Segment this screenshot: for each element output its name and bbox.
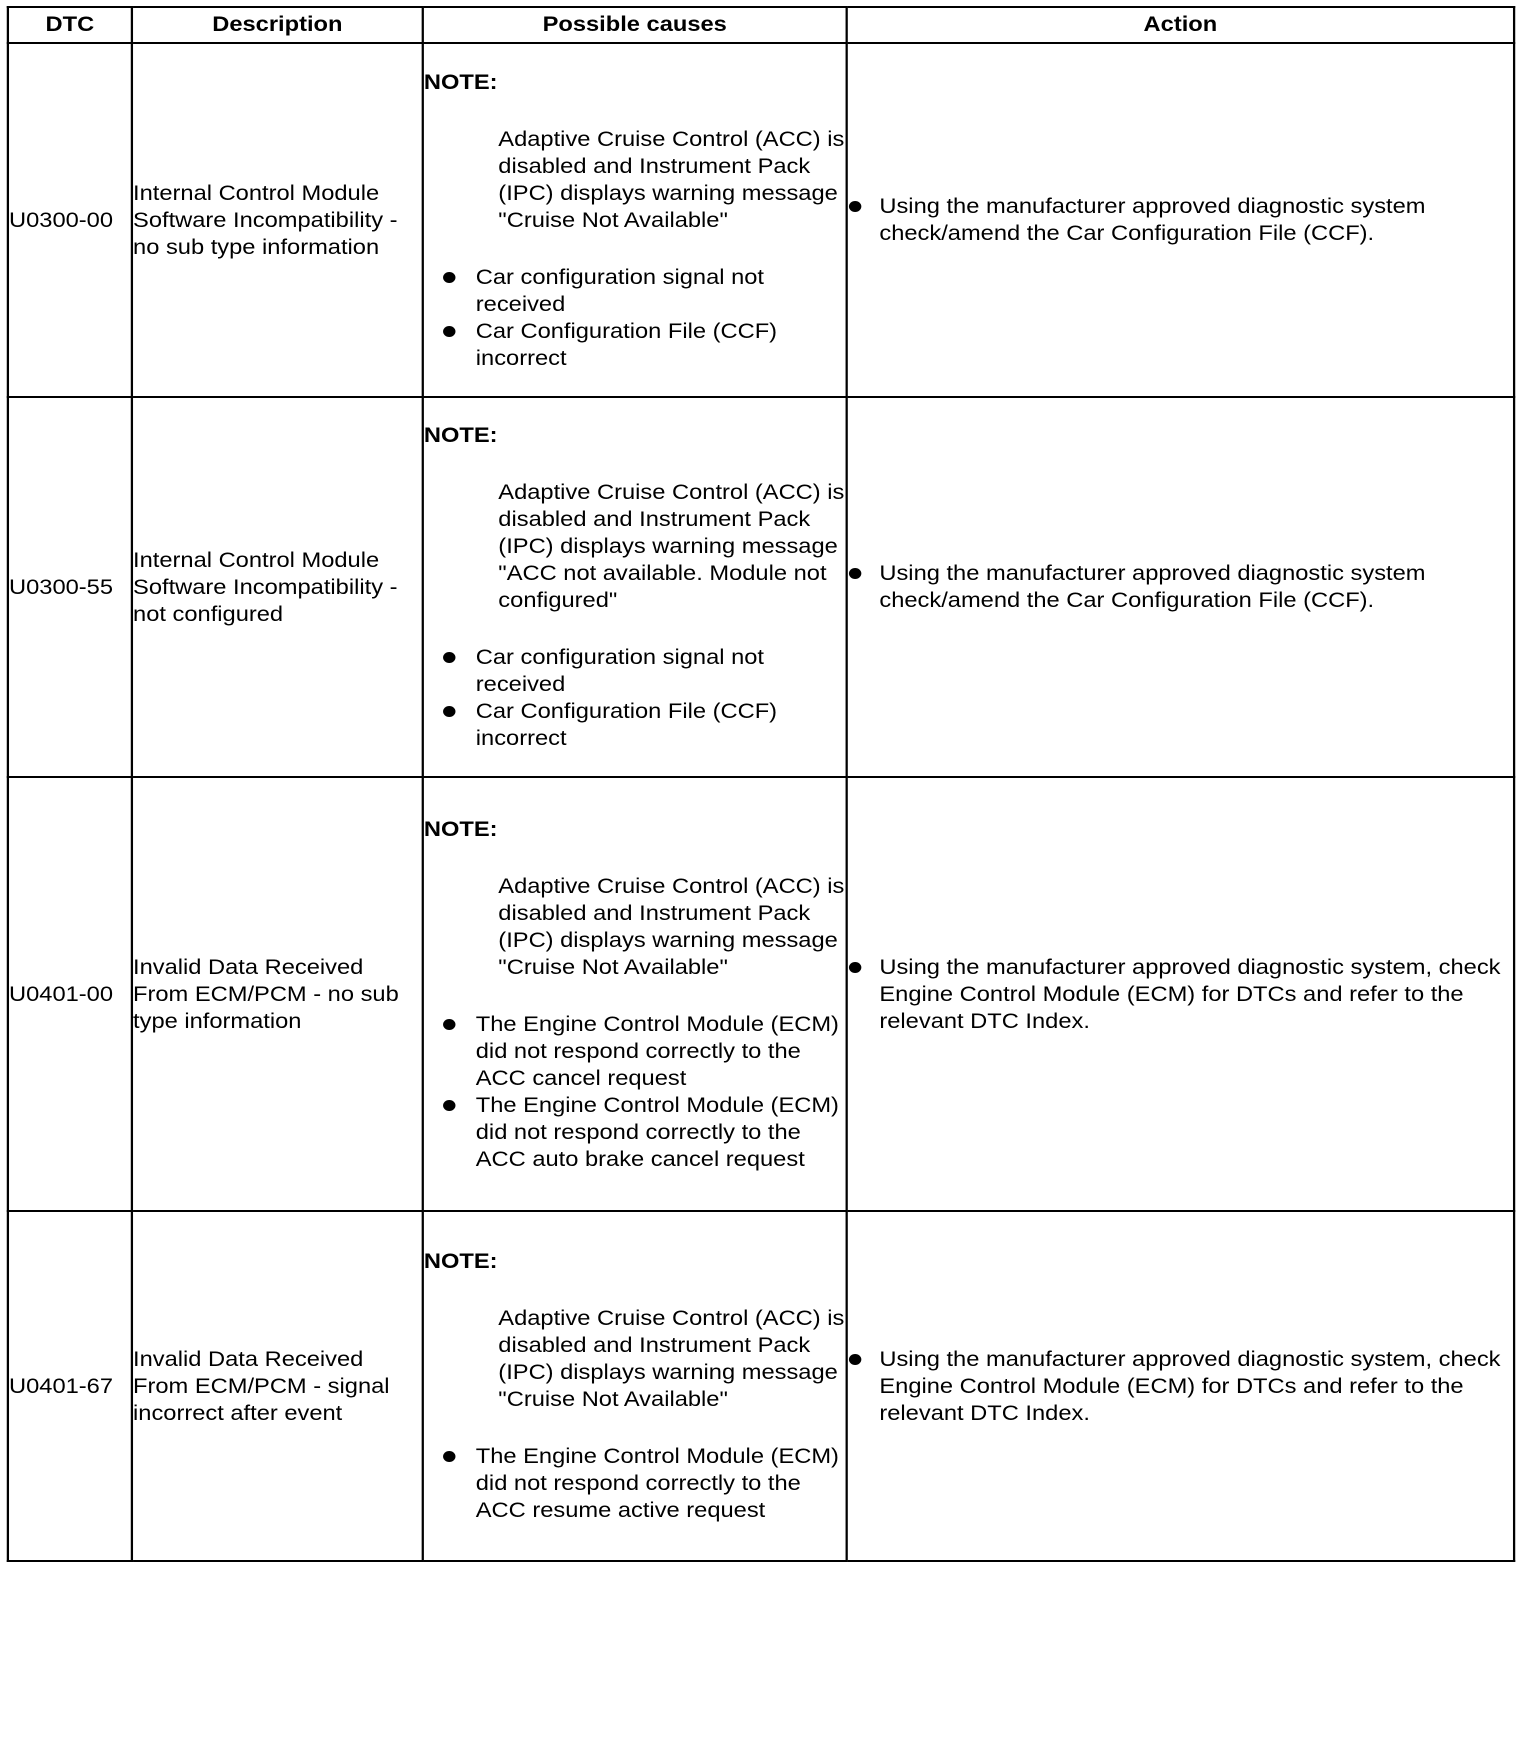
action-list — [848, 954, 1513, 1035]
header-possible-causes: Possible causes — [423, 7, 847, 43]
table-header-row — [8, 7, 1514, 43]
bullet-icon — [443, 1019, 455, 1030]
action-text: Using the manufacturer approved diagnostic system check/amend the Car Configuration File (CCF). — [879, 562, 1426, 612]
bullet-icon — [849, 568, 861, 579]
cause-item — [424, 264, 846, 318]
cause-item — [424, 698, 846, 752]
cause-list — [424, 264, 846, 372]
dtc-description: Internal Control Module Software Incompatibility - not configured — [132, 397, 423, 777]
bullet-icon — [443, 326, 455, 337]
action-text: Using the manufacturer approved diagnostic system, check Engine Control Module (ECM) for DTCs and refer to the relevant DTC Index. — [879, 1347, 1501, 1425]
cause-text: Car Configuration File (CCF) incorrect — [475, 319, 778, 370]
action-text: Using the manufacturer approved diagnostic system check/amend the Car Configuration File (CCF). — [879, 195, 1426, 245]
action-item — [848, 1346, 1513, 1427]
header-dtc: DTC — [8, 7, 132, 43]
note-text: Adaptive Cruise Control (ACC) is disabled and Instrument Pack (IPC) displays warning message "Cruise Not Available" — [498, 1307, 845, 1411]
bullet-icon — [443, 706, 455, 717]
possible-causes-cell — [423, 43, 847, 397]
action-cell — [847, 777, 1514, 1211]
dtc-description: Invalid Data Received From ECM/PCM - signal incorrect after event — [132, 1211, 423, 1561]
note-label: NOTE: — [423, 70, 498, 94]
note-label: NOTE: — [423, 817, 498, 841]
cause-list — [424, 1011, 846, 1173]
bullet-icon — [849, 201, 861, 212]
table-row — [8, 777, 1514, 1211]
bullet-icon — [443, 1100, 455, 1111]
cause-text: The Engine Control Module (ECM) did not respond correctly to the ACC auto brake cancel request — [475, 1093, 839, 1171]
dtc-code: U0401-67 — [8, 1211, 132, 1561]
table-row — [8, 397, 1514, 777]
note-text: Adaptive Cruise Control (ACC) is disabled and Instrument Pack (IPC) displays warning message "ACC not available. Module not configured" — [498, 481, 845, 612]
cause-list — [424, 1443, 846, 1524]
cause-item — [424, 1011, 846, 1092]
action-cell — [847, 43, 1514, 397]
action-item — [848, 560, 1513, 614]
table-row — [8, 43, 1514, 397]
action-list — [848, 193, 1513, 247]
possible-causes-cell — [423, 777, 847, 1211]
table-body — [8, 43, 1514, 1561]
cause-text: Car configuration signal not received — [475, 646, 764, 696]
bullet-icon — [849, 962, 861, 973]
action-cell — [847, 1211, 1514, 1561]
dtc-code: U0300-00 — [8, 43, 132, 397]
action-item — [848, 954, 1513, 1035]
header-description: Description — [132, 7, 423, 43]
table-row — [8, 1211, 1514, 1561]
note-label: NOTE: — [423, 424, 498, 447]
bullet-icon — [443, 272, 455, 283]
bullet-icon — [443, 652, 455, 663]
dtc-description: Internal Control Module Software Incompatibility - no sub type information — [132, 43, 423, 397]
dtc-table — [7, 6, 1515, 1562]
note-label: NOTE: — [423, 1250, 498, 1273]
dtc-code: U0401-00 — [8, 777, 132, 1211]
cause-text: Car Configuration File (CCF) incorrect — [475, 700, 778, 750]
cause-item — [424, 644, 846, 698]
cause-text: Car configuration signal not received — [475, 265, 764, 316]
possible-causes-cell — [423, 1211, 847, 1561]
dtc-description: Invalid Data Received From ECM/PCM - no sub type information — [132, 777, 423, 1211]
action-list — [848, 560, 1513, 614]
action-text: Using the manufacturer approved diagnostic system, check Engine Control Module (ECM) for DTCs and refer to the relevant DTC Index. — [879, 955, 1501, 1033]
bullet-icon — [849, 1354, 861, 1365]
action-list — [848, 1346, 1513, 1427]
cause-item — [424, 1443, 846, 1524]
action-cell — [847, 397, 1514, 777]
note-text: Adaptive Cruise Control (ACC) is disabled and Instrument Pack (IPC) displays warning message "Cruise Not Available" — [498, 127, 845, 232]
cause-item — [424, 318, 846, 372]
cause-list — [424, 644, 846, 752]
possible-causes-cell — [423, 397, 847, 777]
note-text: Adaptive Cruise Control (ACC) is disabled and Instrument Pack (IPC) displays warning message "Cruise Not Available" — [498, 874, 845, 979]
action-item — [848, 193, 1513, 247]
cause-text: The Engine Control Module (ECM) did not respond correctly to the ACC cancel request — [475, 1012, 839, 1090]
cause-item — [424, 1092, 846, 1173]
dtc-code: U0300-55 — [8, 397, 132, 777]
header-action: Action — [847, 7, 1514, 43]
bullet-icon — [443, 1451, 455, 1462]
cause-text: The Engine Control Module (ECM) did not respond correctly to the ACC resume active request — [475, 1445, 839, 1522]
